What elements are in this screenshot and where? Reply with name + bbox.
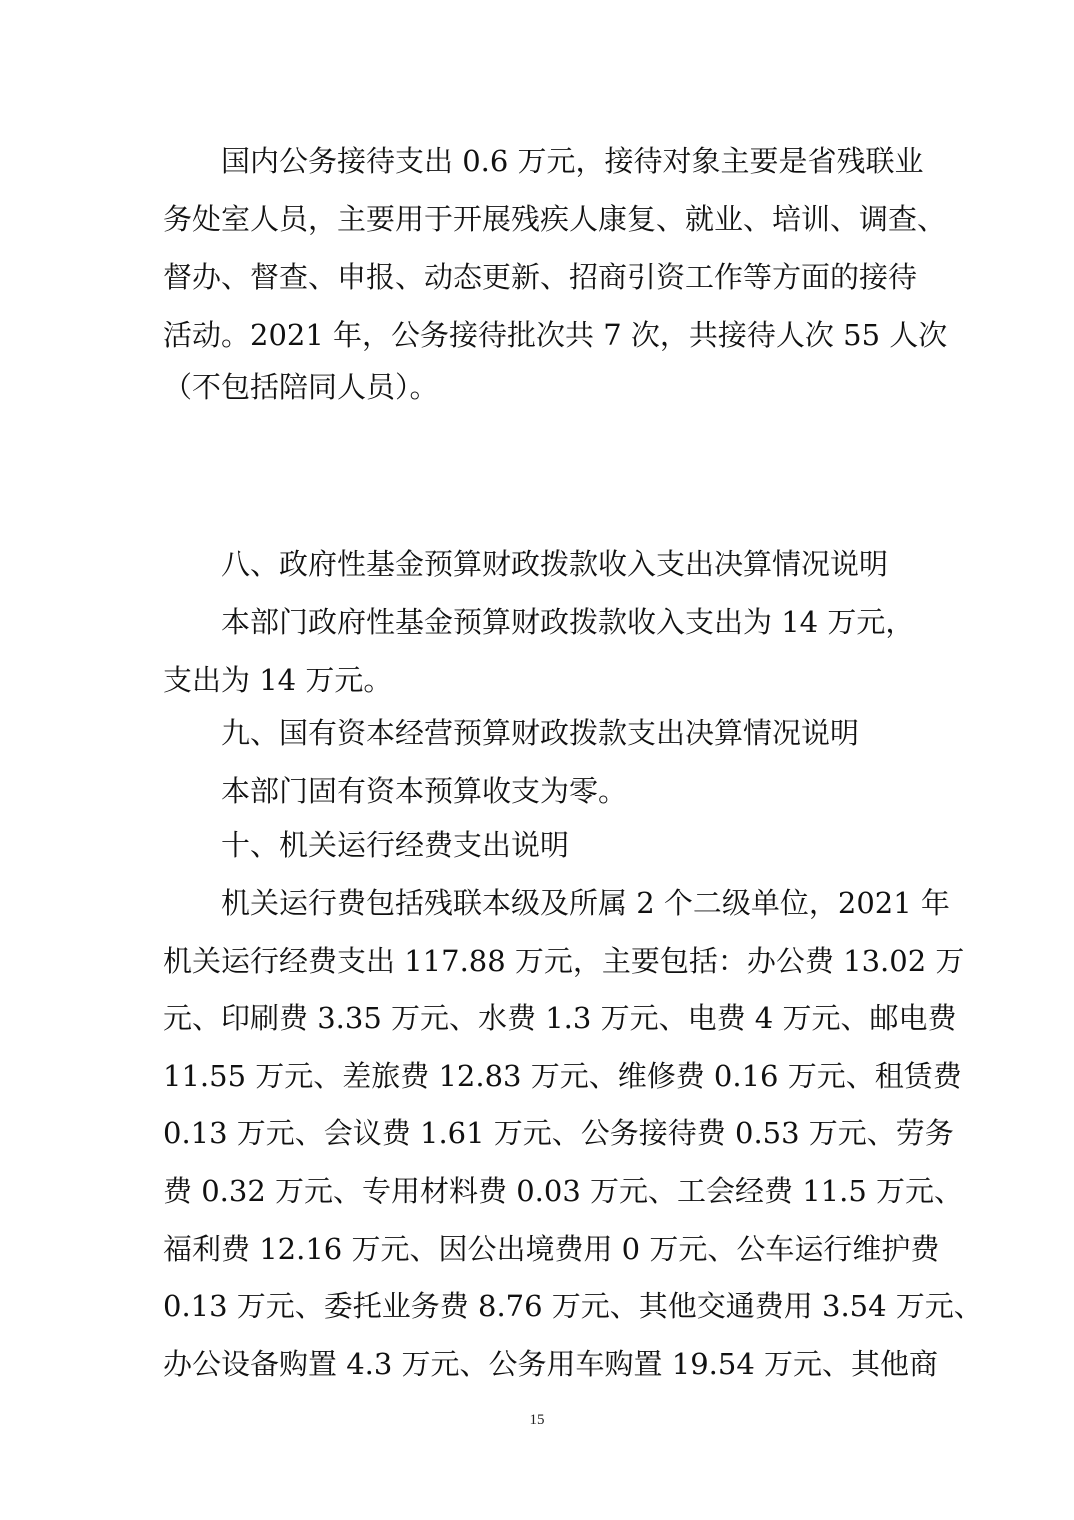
section-10-body-line-3: 元、印刷费 3.35 万元、水费 1.3 万元、电费 4 万元、邮电费	[163, 1001, 957, 1035]
section-heading-10: 十、机关运行经费支出说明	[221, 828, 570, 862]
paragraph-reception-line-2: 务处室人员，主要用于开展残疾人康复、就业、培训、调查、	[163, 202, 947, 236]
section-heading-8: 八、政府性基金预算财政拨款收入支出决算情况说明	[221, 547, 889, 581]
section-10-body-line-7: 福利费 12.16 万元、因公出境费用 0 万元、公车运行维护费	[163, 1232, 940, 1266]
section-10-body-line-9: 办公设备购置 4.3 万元、公务用车购置 19.54 万元、其他商	[163, 1347, 939, 1381]
paragraph-reception-line-3: 督办、督查、申报、动态更新、招商引资工作等方面的接待	[163, 260, 918, 294]
paragraph-reception-line-4: 活动。2021 年，公务接待批次共 7 次，共接待人次 55 人次	[163, 318, 948, 352]
paragraph-reception-line-1: 国内公务接待支出 0.6 万元，接待对象主要是省残联业	[221, 144, 924, 178]
section-10-body-line-6: 费 0.32 万元、专用材料费 0.03 万元、工会经费 11.5 万元、	[163, 1174, 964, 1208]
section-10-body-line-1: 机关运行费包括残联本级及所属 2 个二级单位，2021 年	[221, 886, 950, 920]
section-10-body-line-4: 11.55 万元、差旅费 12.83 万元、维修费 0.16 万元、租赁费	[163, 1059, 962, 1093]
paragraph-reception-line-5: （不包括陪同人员）。	[163, 370, 439, 404]
section-10-body-line-8: 0.13 万元、委托业务费 8.76 万元、其他交通费用 3.54 万元、	[163, 1289, 983, 1323]
section-10-body-line-5: 0.13 万元、会议费 1.61 万元、公务接待费 0.53 万元、劳务	[163, 1116, 954, 1150]
section-9-body-line-1: 本部门固有资本预算收支为零。	[221, 774, 628, 808]
section-10-body-line-2: 机关运行经费支出 117.88 万元，主要包括：办公费 13.02 万	[163, 944, 965, 978]
section-8-body-line-1: 本部门政府性基金预算财政拨款收入支出为 14 万元，	[221, 605, 915, 639]
page-number: 15	[529, 1412, 545, 1428]
section-8-body-line-2: 支出为 14 万元。	[163, 663, 393, 697]
section-heading-9: 九、国有资本经营预算财政拨款支出决算情况说明	[221, 716, 860, 750]
